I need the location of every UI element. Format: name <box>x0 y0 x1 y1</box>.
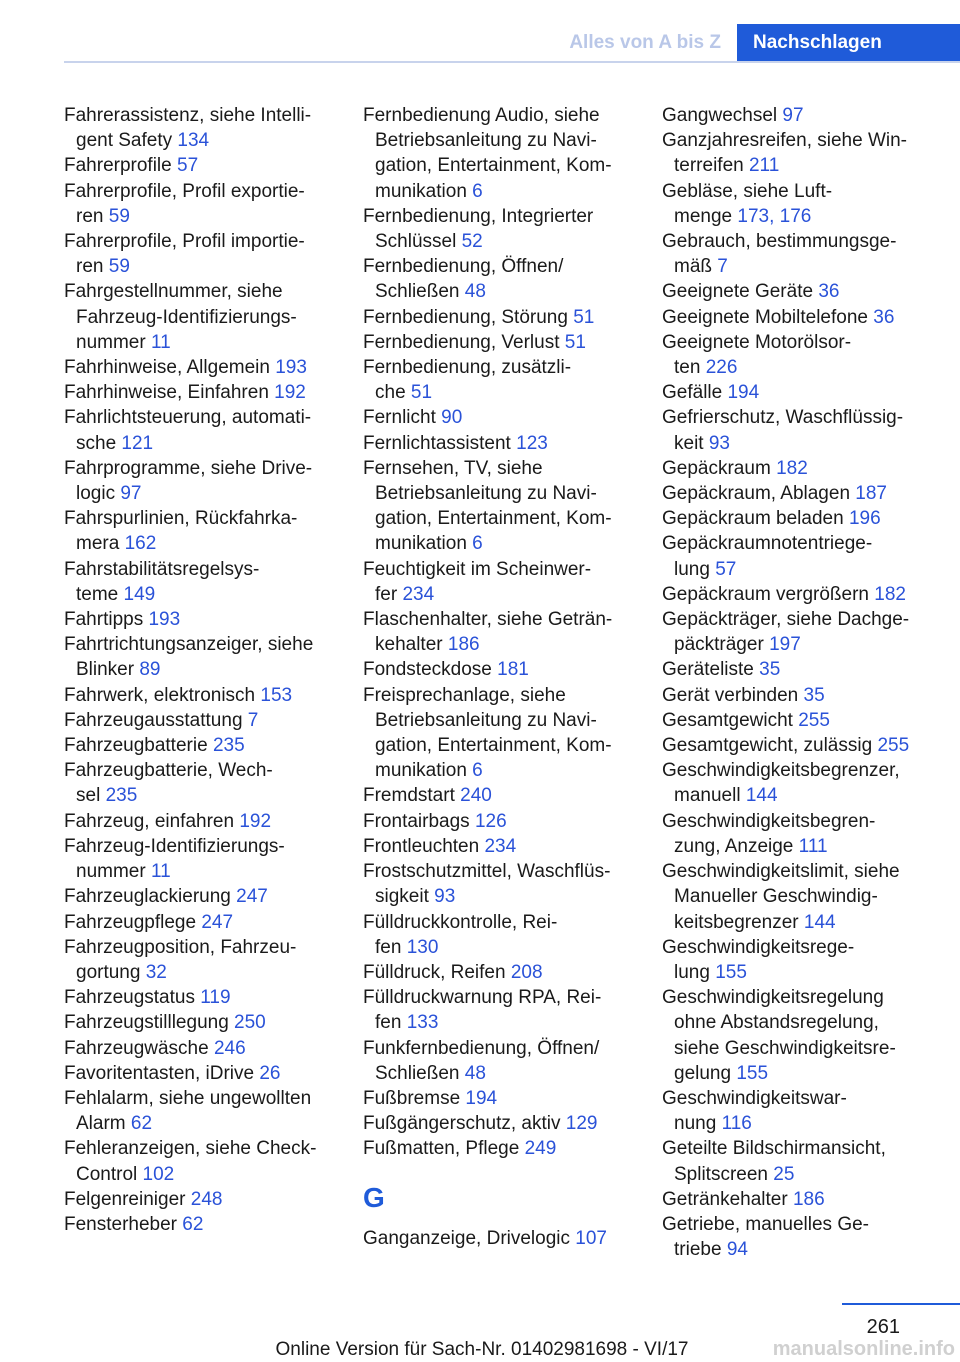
index-entry-text: Geteilte Bildschirmansicht, Splitscreen <box>662 1138 886 1185</box>
index-entry <box>363 557 638 607</box>
page-reference-link[interactable]: 255 <box>798 709 830 731</box>
index-entry <box>662 179 937 229</box>
page-reference-link[interactable]: 240 <box>460 785 492 807</box>
index-entry <box>662 708 937 733</box>
index-entry <box>662 1086 937 1136</box>
index-entry <box>662 657 937 682</box>
index-entry <box>64 1187 339 1212</box>
index-entry-text: Fahrzeug, einfahren <box>64 810 235 832</box>
index-entry <box>363 683 638 784</box>
index-entry <box>64 456 339 506</box>
index-entry <box>662 683 937 708</box>
index-entry-text: Fahrzeugwäsche <box>64 1037 209 1059</box>
page-reference-link[interactable]: 192 <box>274 382 306 404</box>
page-reference-link[interactable]: 235 <box>105 785 138 807</box>
index-entry <box>64 733 339 758</box>
index-entry-text: Frostschutzmittel, Waschflüs- sigkeit <box>363 861 611 908</box>
index-entry-text: Fußgängerschutz, aktiv <box>363 1113 561 1135</box>
index-entry-text: Gepäckraum <box>662 457 771 479</box>
index-entry <box>662 279 937 304</box>
page-reference-link[interactable]: 173, 176 <box>737 205 812 227</box>
page-reference-link[interactable]: 234 <box>402 583 435 605</box>
watermark-logo: manualsonline.info <box>772 1338 955 1360</box>
page-reference-link[interactable]: 97 <box>782 105 804 126</box>
index-entry <box>662 456 937 481</box>
index-entry-text: Fahrzeugpflege <box>64 911 197 933</box>
index-entry <box>662 380 937 405</box>
index-entry-text: Fülldruckwarnung RPA, Rei- fen <box>363 987 602 1034</box>
index-entry-text: Gepäckraumnotentriege- lung <box>662 533 873 580</box>
page-reference-link[interactable]: 116 <box>721 1113 752 1135</box>
header-rule <box>64 61 960 63</box>
index-entry-text: Gebläse, siehe Luft- menge <box>662 180 833 227</box>
page-reference-link[interactable]: 193 <box>275 357 307 379</box>
index-entry <box>64 809 339 834</box>
index-entry <box>64 153 339 178</box>
index-entry-text: Geschwindigkeitslimit, siehe Manueller Geschwindig- keitsbegrenzer <box>662 861 900 933</box>
index-entry <box>64 683 339 708</box>
page-reference-link[interactable]: 129 <box>565 1113 598 1135</box>
index-entry <box>64 1136 339 1186</box>
index-entry <box>64 1061 339 1086</box>
index-entry-text: Funkfernbedienung, Öffnen/ Schließen <box>363 1037 600 1084</box>
index-entry <box>363 985 638 1035</box>
page-reference-link[interactable]: 181 <box>497 659 529 681</box>
index-entry-text: Fahrhinweise, Allgemein <box>64 357 270 379</box>
page-reference-link[interactable]: 62 <box>130 1113 153 1135</box>
online-version-note: Online Version für Sach-Nr. 01402981698 - VI/17 <box>275 1339 689 1360</box>
index-entry-text: Gangwechsel <box>662 105 778 126</box>
index-entry <box>64 884 339 909</box>
page-reference-link[interactable]: 111 <box>798 835 828 857</box>
page-reference-link[interactable]: 182 <box>874 583 906 605</box>
page-reference-link[interactable]: 32 <box>145 961 167 983</box>
index-entry-text: Fahrzeugstilllegung <box>64 1012 229 1034</box>
index-entry <box>64 380 339 405</box>
page-reference-link[interactable]: 155 <box>715 961 747 983</box>
index-entry-text: Fahrerprofile, Profil importie- ren <box>64 231 305 278</box>
index-entry-text: Fernlichtassistent <box>363 432 511 454</box>
page-reference-link[interactable]: 25 <box>773 1163 795 1185</box>
index-entry <box>662 128 937 178</box>
index-entry <box>363 910 638 960</box>
footer-rule <box>842 1303 960 1305</box>
index-entry <box>64 935 339 985</box>
page-reference-link[interactable]: 6 <box>472 180 483 202</box>
index-entry <box>363 1036 638 1086</box>
index-entry-text: Fensterheber <box>64 1213 178 1235</box>
page-reference-link[interactable]: 249 <box>524 1138 557 1160</box>
page-reference-link[interactable]: 89 <box>139 659 161 681</box>
index-entry-text: Frontairbags <box>363 810 470 832</box>
page-reference-link[interactable]: 62 <box>182 1213 204 1235</box>
index-entry <box>64 506 339 556</box>
index-entry-text: Favoritentasten, iDrive <box>64 1062 255 1084</box>
page-reference-link[interactable]: 186 <box>792 1188 825 1210</box>
page-reference-link[interactable]: 7 <box>717 256 728 278</box>
page-reference-link[interactable]: 208 <box>510 961 543 983</box>
page-reference-link[interactable]: 187 <box>855 483 887 505</box>
page-reference-link[interactable]: 48 <box>464 1062 486 1084</box>
index-entry-text: Fahrspurlinien, Rückfahrka- mera <box>64 508 298 555</box>
index-entry <box>64 910 339 935</box>
index-entry-text: Fahrerprofile <box>64 155 172 177</box>
page-reference-link[interactable]: 155 <box>736 1062 769 1084</box>
index-entry <box>662 1187 937 1212</box>
index-entry-text: Fondsteckdose <box>363 659 492 681</box>
index-entry-text: Geschwindigkeitsbegrenzer, manuell <box>662 760 900 807</box>
page-reference-link[interactable]: 90 <box>441 407 463 429</box>
index-entry-text: Fahrzeugbatterie <box>64 735 208 757</box>
index-entry-text: Fernbedienung, Verlust <box>363 331 560 353</box>
index-entry-text: Geschwindigkeitsregelung ohne Abstandsregelung, siehe Geschwindigkeitsre- gelung <box>662 987 896 1084</box>
page-reference-link[interactable]: 196 <box>848 508 881 530</box>
page-reference-link[interactable]: 192 <box>239 810 272 832</box>
index-entry-text: Gefrierschutz, Waschflüssig- keit <box>662 407 904 454</box>
index-entry <box>662 935 937 985</box>
index-entry-text: Fernbedienung Audio, siehe Betriebsanleitung zu Navi- gation, Entertainment, Kom- munikation <box>363 105 612 202</box>
index-column-2-entries <box>363 103 638 1162</box>
index-entry <box>64 834 339 884</box>
page-reference-link[interactable]: 126 <box>474 810 507 832</box>
index-entry-text: Fahrzeugstatus <box>64 987 195 1009</box>
page-reference-link[interactable]: 93 <box>434 886 456 908</box>
page-reference-link[interactable]: 11 <box>150 861 171 883</box>
page-reference-link[interactable]: 7 <box>247 709 259 731</box>
page-reference-link[interactable]: 36 <box>873 306 895 328</box>
page-reference-link[interactable]: 211 <box>748 155 780 177</box>
index-column-3 <box>662 103 937 1262</box>
index-entry <box>363 305 638 330</box>
index-entry <box>662 305 937 330</box>
page-reference-link[interactable]: 36 <box>818 281 840 303</box>
page-reference-link[interactable]: 51 <box>564 331 586 353</box>
page-reference-link[interactable]: 59 <box>108 205 130 227</box>
page-reference-link[interactable]: 194 <box>465 1087 498 1109</box>
index-entry-text: Gepäckraum, Ablagen <box>662 483 851 505</box>
index-entry <box>363 254 638 304</box>
page-reference-link[interactable]: 193 <box>148 609 181 631</box>
page-reference-link[interactable]: 11 <box>150 331 171 353</box>
page-reference-link[interactable]: 52 <box>461 231 483 253</box>
page-reference-link[interactable]: 144 <box>745 785 778 807</box>
index-entry <box>363 960 638 985</box>
page-reference-link[interactable]: 57 <box>715 558 737 580</box>
index-entry-text: Frontleuchten <box>363 835 480 857</box>
index-entry <box>363 330 638 355</box>
index-column-1 <box>64 103 339 1237</box>
page-reference-link[interactable]: 247 <box>236 886 268 908</box>
index-entry <box>662 330 937 380</box>
page-reference-link[interactable]: 250 <box>234 1012 266 1034</box>
page-reference-link[interactable]: 6 <box>472 760 483 782</box>
index-entry-text: Fernbedienung, Störung <box>363 306 568 328</box>
index-entry-text: Fahrzeugbatterie, Wech- sel <box>64 760 273 807</box>
index-entry-text: Fernbedienung, zusätzli- che <box>363 357 572 404</box>
index-entry <box>363 431 638 456</box>
index-entry-text: Fülldruckkontrolle, Rei- fen <box>363 911 558 958</box>
index-entry-text: Freisprechanlage, siehe Betriebsanleitung zu Navi- gation, Entertainment, Kom- munikation <box>363 684 612 782</box>
page-reference-link[interactable]: 133 <box>406 1012 439 1034</box>
page-reference-link[interactable]: 26 <box>259 1062 281 1084</box>
page-reference-link[interactable]: 247 <box>201 911 234 933</box>
index-entry-text: Fußbremse <box>363 1087 461 1109</box>
index-entry-text: Geeignete Motorölsor- ten <box>662 331 852 379</box>
index-entry <box>363 834 638 859</box>
index-entry-text: Geräteliste <box>662 659 754 681</box>
page-reference-link[interactable]: 6 <box>472 533 483 555</box>
index-entry <box>64 355 339 380</box>
page-number: 261 <box>866 1316 900 1338</box>
index-entry <box>64 607 339 632</box>
page-reference-link[interactable]: 102 <box>142 1163 175 1185</box>
index-column-2 <box>363 103 638 1251</box>
index-entry-text: Geschwindigkeitsbegren- zung, Anzeige <box>662 810 876 857</box>
index-entry-text: Geeignete Mobiltelefone <box>662 306 868 328</box>
index-entry-text: Geeignete Geräte <box>662 281 814 303</box>
index-entry <box>64 179 339 229</box>
index-entry <box>64 1086 339 1136</box>
page-reference-link[interactable]: 153 <box>260 684 293 706</box>
index-entry-text: Fremdstart <box>363 785 455 807</box>
index-entry-text: Gesamtgewicht, zulässig <box>662 735 873 757</box>
index-entry <box>662 506 937 531</box>
index-entry <box>64 985 339 1010</box>
index-entry <box>64 632 339 682</box>
page-header <box>0 0 960 62</box>
index-entry <box>64 1212 339 1237</box>
index-entry <box>662 103 937 128</box>
index-entry-text: Fahrzeugposition, Fahrzeu- gortung <box>64 936 297 983</box>
index-entry-text: Gebrauch, bestimmungsge- mäß <box>662 231 897 278</box>
page-reference-link[interactable]: 182 <box>776 457 808 479</box>
index-entry <box>64 229 339 279</box>
index-entry <box>662 985 937 1086</box>
index-entry-text: Gefälle <box>662 382 723 404</box>
index-entry <box>363 103 638 204</box>
page-reference-link[interactable]: 144 <box>803 911 836 933</box>
page-reference-link[interactable]: 226 <box>705 357 738 379</box>
index-entry <box>662 481 937 506</box>
index-entry-text: Fernbedienung, Integrierter Schlüssel <box>363 205 594 253</box>
index-entry-text: Fernbedienung, Öffnen/ Schließen <box>363 256 564 303</box>
index-entry-text: Fahrstabilitätsregelsys- teme <box>64 558 260 605</box>
page-reference-link[interactable]: 197 <box>769 634 801 656</box>
page-reference-link[interactable]: 186 <box>447 634 480 656</box>
page-reference-link[interactable]: 255 <box>877 735 910 757</box>
index-entry-text: Fahrwerk, elektronisch <box>64 684 256 706</box>
page-reference-link[interactable]: 107 <box>575 1227 607 1249</box>
index-entry <box>662 607 937 657</box>
index-entry-text: Fernlicht <box>363 407 436 429</box>
page-reference-link[interactable]: 51 <box>410 382 433 404</box>
page-reference-link[interactable]: 94 <box>726 1239 748 1261</box>
index-entry <box>662 809 937 859</box>
index-entry-text: Gepäckraum vergrößern <box>662 583 869 605</box>
page-reference-link[interactable]: 134 <box>177 130 210 152</box>
letter-entries <box>363 1226 638 1251</box>
index-entry <box>363 204 638 254</box>
index-entry <box>662 859 937 935</box>
index-entry <box>64 1036 339 1061</box>
page-reference-link[interactable]: 246 <box>213 1037 246 1059</box>
index-entry-text: Geschwindigkeitsrege- lung <box>662 936 855 983</box>
index-entry <box>64 708 339 733</box>
index-entry-text: Fernsehen, TV, siehe Betriebsanleitung zu Navi- gation, Entertainment, Kom- munikation <box>363 457 612 555</box>
index-entry-text: Fahrerprofile, Profil exportie- ren <box>64 180 305 227</box>
index-entry <box>64 103 339 153</box>
index-entry-text: Felgenreiniger <box>64 1188 186 1210</box>
index-entry-text: Flaschenhalter, siehe Geträn- kehalter <box>363 609 613 656</box>
index-entry-text: Fülldruck, Reifen <box>363 961 506 983</box>
page-reference-link[interactable]: 35 <box>759 659 781 681</box>
page-reference-link[interactable]: 130 <box>406 936 439 958</box>
index-entry <box>662 229 937 279</box>
page-reference-link[interactable]: 123 <box>516 432 548 454</box>
index-entry-text: Fahrzeug-Identifizierungs- nummer <box>64 835 285 883</box>
page-reference-link[interactable]: 35 <box>803 684 825 706</box>
page-reference-link[interactable]: 162 <box>124 533 157 555</box>
index-entry <box>662 733 937 758</box>
index-entry <box>363 1111 638 1136</box>
index-entry-text: Getränkehalter <box>662 1188 788 1210</box>
index-entry <box>363 657 638 682</box>
index-entry-text: Feuchtigkeit im Scheinwer- fer <box>363 558 592 605</box>
index-entry-text: Geschwindigkeitswar- nung <box>662 1087 847 1135</box>
index-entry <box>64 405 339 455</box>
chapter-tab: Nachschlagen <box>737 24 960 62</box>
index-entry <box>662 1212 937 1262</box>
page-reference-link[interactable]: 51 <box>573 306 595 328</box>
index-entry-text: Fahrhinweise, Einfahren <box>64 382 269 404</box>
index-entry-text: Ganganzeige, Drivelogic <box>363 1227 571 1249</box>
index-entry-text: Fehlalarm, siehe ungewollten Alarm <box>64 1087 312 1135</box>
index-entry-text: Fahrerassistenz, siehe Intelli- gent Safety <box>64 105 312 152</box>
index-entry <box>363 1086 638 1111</box>
index-entry <box>363 607 638 657</box>
index-entry <box>64 1010 339 1035</box>
index-entry-text: Gepäckträger, siehe Dachge- päckträger <box>662 609 910 656</box>
index-entry <box>363 809 638 834</box>
page-reference-link[interactable]: 235 <box>212 735 245 757</box>
index-entry <box>662 405 937 455</box>
index-entry <box>64 279 339 355</box>
page-reference-link[interactable]: 57 <box>177 155 199 177</box>
page-reference-link[interactable]: 48 <box>464 281 486 303</box>
index-entry-text: Fahrzeuglackierung <box>64 886 231 908</box>
index-entry-text: Fahrgestellnummer, siehe Fahrzeug-Identifizierungs- nummer <box>64 281 297 353</box>
page-reference-link[interactable]: 119 <box>200 987 231 1009</box>
index-entry <box>662 531 937 581</box>
index-entry <box>363 1226 638 1251</box>
page-reference-link[interactable]: 97 <box>120 483 142 505</box>
index-entry-text: Fahrlichtsteuerung, automati- sche <box>64 407 312 454</box>
page-reference-link[interactable]: 194 <box>727 382 760 404</box>
page-reference-link[interactable]: 149 <box>123 583 156 605</box>
page-reference-link[interactable]: 121 <box>121 432 154 454</box>
page-reference-link[interactable]: 59 <box>108 256 130 278</box>
index-entry <box>363 783 638 808</box>
index-entry-text: Fahrtipps <box>64 609 144 631</box>
page-reference-link[interactable]: 248 <box>190 1188 223 1210</box>
index-entry <box>64 758 339 808</box>
index-entry-text: Fußmatten, Pflege <box>363 1138 520 1160</box>
page-reference-link[interactable]: 234 <box>484 835 517 857</box>
index-entry-text: Fahrtrichtungsanzeiger, siehe Blinker <box>64 634 314 681</box>
index-entry-text: Fahrprogramme, siehe Drive- logic <box>64 457 313 505</box>
index-entry <box>64 557 339 607</box>
section-letter: G <box>363 1181 385 1213</box>
index-entry-text: Fehleranzeigen, siehe Check- Control <box>64 1138 317 1185</box>
index-entry-text: Ganzjahresreifen, siehe Win- terreifen <box>662 130 907 177</box>
index-entry <box>363 1136 638 1161</box>
index-entry-text: Fahrzeugausstattung <box>64 709 243 731</box>
index-entry <box>363 859 638 909</box>
index-entry <box>363 456 638 557</box>
index-entry <box>363 355 638 405</box>
index-entry-text: Gepäckraum beladen <box>662 508 844 530</box>
index-entry-text: Gesamtgewicht <box>662 709 793 731</box>
index-entry <box>662 1136 937 1186</box>
index-entry-text: Gerät verbinden <box>662 684 799 706</box>
section-title: Alles von A bis Z <box>569 32 721 53</box>
index-entry <box>363 405 638 430</box>
index-entry <box>662 582 937 607</box>
index-entry <box>662 758 937 808</box>
page-reference-link[interactable]: 93 <box>708 432 730 454</box>
index-entry-text: Getriebe, manuelles Ge- triebe <box>662 1213 869 1261</box>
